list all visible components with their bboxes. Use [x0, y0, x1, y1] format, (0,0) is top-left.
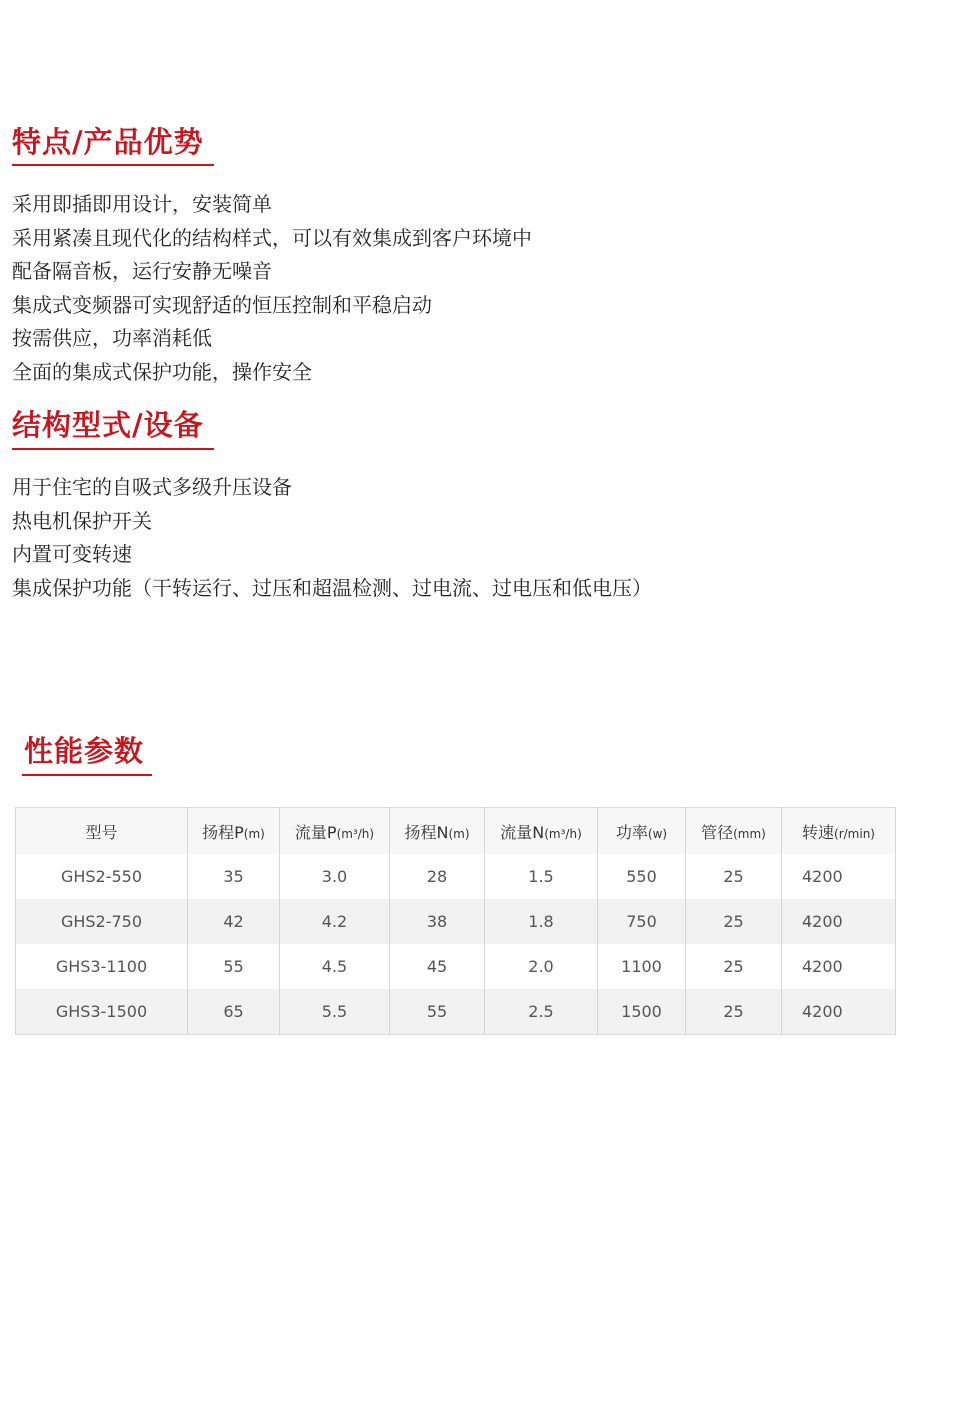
cell-flow-n: 2.5	[485, 989, 598, 1035]
cell-pipe-diameter: 25	[686, 854, 782, 899]
cell-power: 750	[598, 899, 686, 944]
list-item: 全面的集成式保护功能，操作安全	[12, 359, 312, 384]
cell-speed: 4200	[782, 989, 896, 1035]
structure-title-underline	[12, 448, 214, 450]
header-head-n: 扬程N(m)	[390, 808, 485, 855]
cell-model: GHS2-750	[16, 899, 188, 944]
list-item: 集成保护功能（干转运行、过压和超温检测、过电流、过电压和低电压）	[12, 575, 652, 600]
cell-head-n: 55	[390, 989, 485, 1035]
features-title: 特点/产品优势	[12, 125, 204, 159]
performance-title-underline	[22, 774, 152, 776]
header-flow-p: 流量P(m³/h)	[280, 808, 390, 855]
cell-head-n: 38	[390, 899, 485, 944]
list-item: 采用即插即用设计，安装简单	[12, 192, 272, 216]
header-model: 型号	[16, 808, 188, 855]
list-item: 集成式变频器可实现舒适的恒压控制和平稳启动	[12, 292, 432, 317]
list-item: 按需供应，功率消耗低	[12, 326, 212, 351]
table-row	[16, 854, 896, 899]
features-title-underline	[12, 164, 214, 166]
cell-model: GHS3-1100	[16, 944, 188, 989]
cell-model: GHS3-1500	[16, 989, 188, 1035]
cell-speed: 4200	[782, 944, 896, 989]
header-head-p: 扬程P(m)	[188, 808, 280, 855]
cell-head-p: 55	[188, 944, 280, 989]
header-speed: 转速(r/min)	[782, 808, 896, 855]
list-item: 配备隔音板，运行安静无噪音	[12, 259, 272, 284]
list-item: 采用紧凑且现代化的结构样式，可以有效集成到客户环境中	[12, 225, 532, 250]
performance-table	[15, 807, 896, 1035]
cell-flow-n: 2.0	[485, 944, 598, 989]
table-row	[16, 899, 896, 944]
cell-head-p: 35	[188, 854, 280, 899]
cell-flow-p: 4.2	[280, 899, 390, 944]
features-list	[12, 188, 532, 390]
header-pipe-diameter: 管径(mm)	[686, 808, 782, 855]
table-row	[16, 944, 896, 989]
cell-flow-n: 1.8	[485, 899, 598, 944]
cell-flow-n: 1.5	[485, 854, 598, 899]
structure-list	[12, 471, 652, 605]
cell-pipe-diameter: 25	[686, 944, 782, 989]
cell-flow-p: 5.5	[280, 989, 390, 1035]
cell-flow-p: 3.0	[280, 854, 390, 899]
cell-head-p: 42	[188, 899, 280, 944]
structure-title: 结构型式/设备	[12, 408, 204, 442]
cell-head-n: 45	[390, 944, 485, 989]
table-header-row	[16, 808, 896, 855]
cell-power: 1500	[598, 989, 686, 1035]
cell-flow-p: 4.5	[280, 944, 390, 989]
cell-head-p: 65	[188, 989, 280, 1035]
list-item: 热电机保护开关	[12, 508, 152, 533]
cell-speed: 4200	[782, 899, 896, 944]
table-row	[16, 989, 896, 1035]
header-power: 功率(w)	[598, 808, 686, 855]
header-flow-n: 流量N(m³/h)	[485, 808, 598, 855]
cell-pipe-diameter: 25	[686, 899, 782, 944]
list-item: 用于住宅的自吸式多级升压设备	[12, 475, 292, 499]
cell-head-n: 28	[390, 854, 485, 899]
cell-power: 1100	[598, 944, 686, 989]
cell-pipe-diameter: 25	[686, 989, 782, 1035]
cell-power: 550	[598, 854, 686, 899]
cell-speed: 4200	[782, 854, 896, 899]
cell-model: GHS2-550	[16, 854, 188, 899]
list-item: 内置可变转速	[12, 542, 132, 567]
performance-title: 性能参数	[24, 734, 145, 768]
